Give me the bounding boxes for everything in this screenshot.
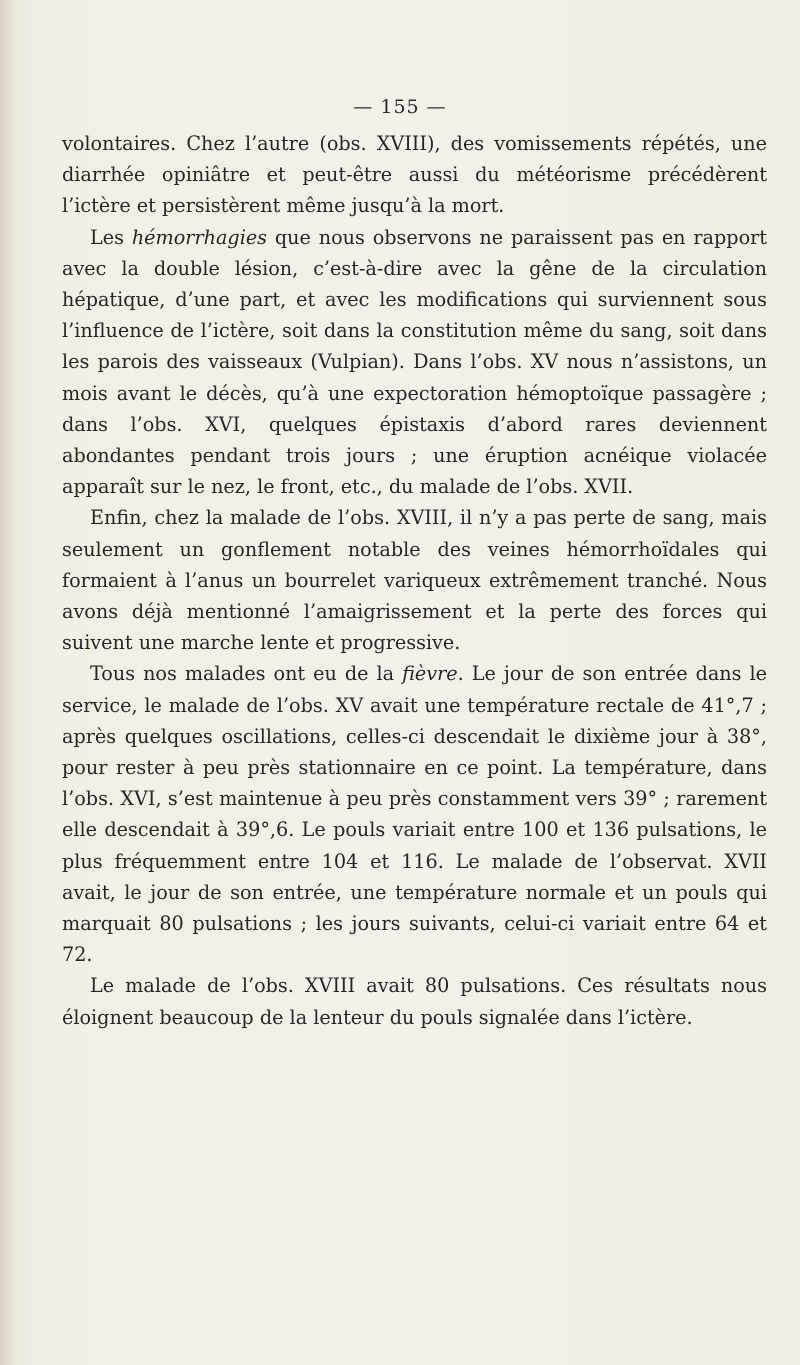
paragraph-4 [62,658,767,970]
page-number: — 155 — [353,96,447,118]
paragraph-4-after: . Le jour de son entrée dans le service, le malade de l’obs. XV avait une température rectale de 41°,7 ; après quelques oscillations, celles-ci descendait le dixième jour à 38°, pour rester à peu près stationnaire en ce point. La température, dans l’obs. XVI, s’est maintenue à peu près constamment vers 39° ; rarement elle descendait à 39°,6. Le pouls variait entre 100 et 136 pulsations, le plus fréquemment entre 104 et 116. Le malade de l’observat. XVII avait, le jour de son entrée, une température normale et un pouls qui marquait 80 pulsations ; les jours suivants, celui-ci variait entre 64 et 72. [62,662,767,967]
paragraph-2-italic: hémorrhagies [131,225,268,249]
paragraph-4-italic: fièvre [402,662,458,686]
paragraph-3: Enfin, chez la malade de l’obs. XVIII, il n’y a pas perte de sang, mais seulement un gonflement notable des veines hémorrhoïdales qui formaient à l’anus un bourrelet variqueux extrêmement tranché. Nous avons déjà mentionné l’amaigrissement et la perte des forces qui suivent une marche lente et progressive. [62,506,767,655]
paragraph-5: Le malade de l’obs. XVIII avait 80 pulsations. Ces résultats nous éloignent beaucoup de la lenteur du pouls signalée dans l’ictère. [62,974,767,1029]
paragraph-2 [62,222,767,503]
paragraph-2-before: Les [90,225,132,249]
paragraph-1: volontaires. Chez l’autre (obs. XVIII), des vomissements répétés, une diarrhée opiniâtre et peut-être aussi du météorisme précédèrent l’ictère et persistèrent même jusqu’à la mort. [62,132,767,218]
page-gutter-shadow [0,0,14,1365]
paragraph-4-before: Tous nos malades ont eu de la [90,662,403,686]
body-text [62,128,767,1033]
paragraph-2-after: que nous observons ne paraissent pas en rapport avec la double lésion, c’est-à-dire avec la gêne de la circulation hépatique, d’une part, et avec les modifications qui surviennent sous l’influence de l’ictère, soit dans la constitution même du sang, soit dans les parois des vaisseaux (Vulpian). Dans l’obs. XV nous n’assistons, un mois avant le décès, qu’à une expectoration hémoptoïque passagère ; dans l’obs. XVI, quelques épistaxis d’abord rares deviennent abondantes pendant trois jours ; une éruption acnéique violacée apparaît sur le nez, le front, etc., du malade de l’obs. XVII. [62,225,768,499]
